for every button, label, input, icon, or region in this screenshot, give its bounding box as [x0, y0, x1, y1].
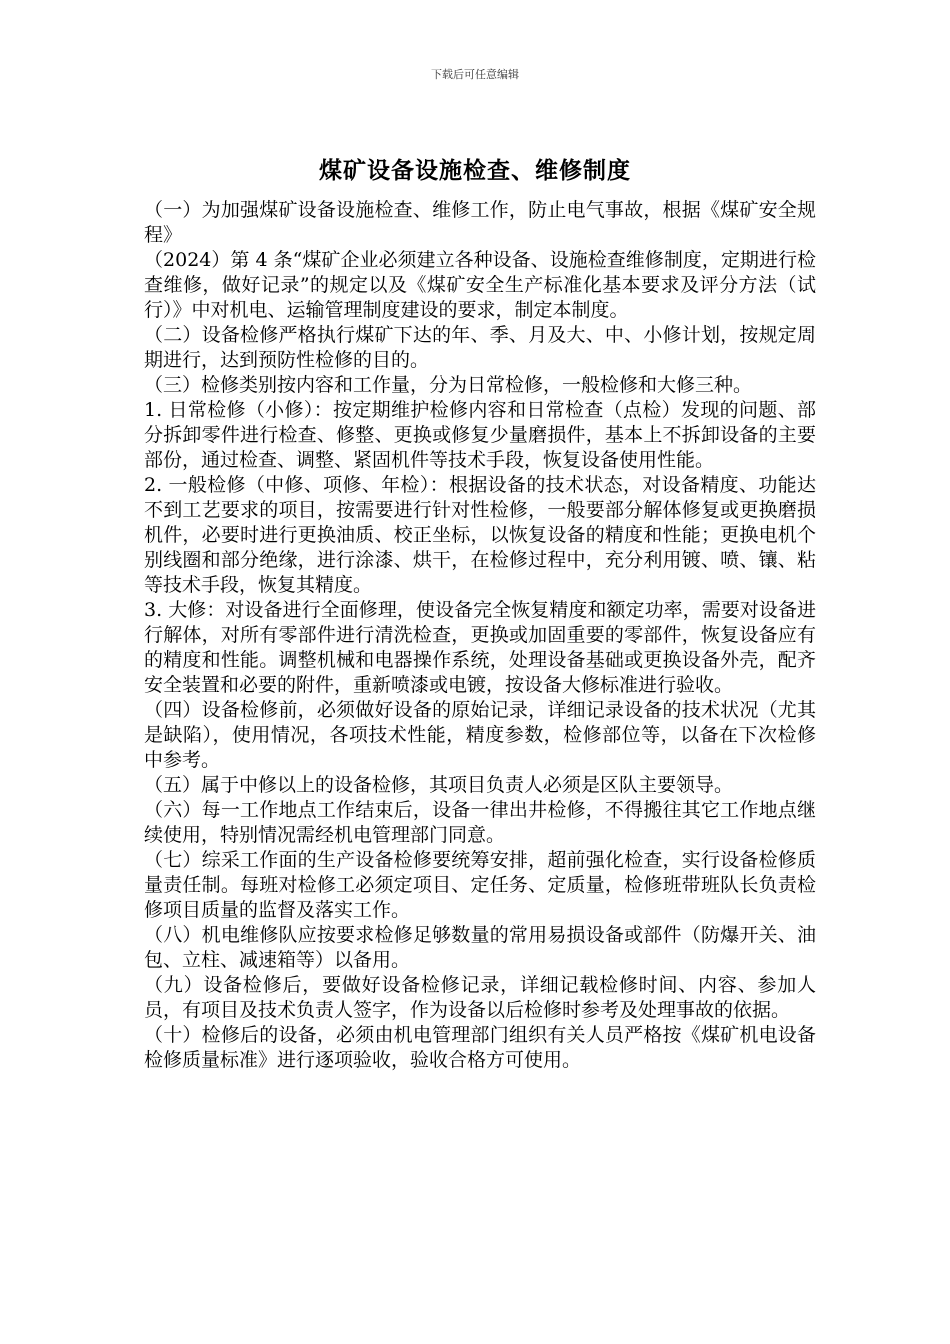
paragraph: 3. 大修：对设备进行全面修理，使设备完全恢复精度和额定功率，需要对设备进行解体，对所有零部件进行清洗检查，更换或加固重要的零部件，恢复设备应有的精度和性能。调整机械和电器操作系统，处理设备基础或更换设备外壳，配齐安全装置和必要的附件，重新喷漆或电镀，按设备大修标准进行验收。 — [144, 599, 816, 696]
paragraph: （五）属于中修以上的设备检修，其项目负责人必须是区队主要领导。 — [144, 774, 734, 796]
paragraph: 1. 日常检修（小修）：按定期维护检修内容和日常检查（点检）发现的问题、部分拆卸零件进行检查、修整、更换或修复少量磨损件，基本上不拆卸设备的主要部份，通过检查、调整、紧固机件等技术手段，恢复设备使用性能。 — [144, 399, 816, 471]
paragraph: （八）机电维修队应按要求检修足够数量的常用易损设备或部件（防爆开关、油包、立柱、减速箱等）以备用。 — [144, 924, 816, 971]
document-title: 煤矿设备设施检查、维修制度 — [319, 158, 631, 184]
paragraph: （四）设备检修前，必须做好设备的原始记录，详细记录设备的技术状况（尤其是缺陷），使用情况，各项技术性能，精度参数，检修部位等，以备在下次检修中参考。 — [144, 699, 816, 771]
paragraph: （七）综采工作面的生产设备检修要统筹安排，超前强化检查，实行设备检修质量责任制。每班对检修工必须定项目、定任务、定质量，检修班带班队长负责检修项目质量的监督及落实工作。 — [144, 849, 816, 921]
paragraph: （六）每一工作地点工作结束后，设备一律出井检修，不得搬往其它工作地点继续使用，特别情况需经机电管理部门同意。 — [144, 799, 816, 846]
header-note: 下载后可任意编辑 — [431, 68, 519, 81]
paragraph: （一）为加强煤矿设备设施检查、维修工作，防止电气事故，根据《煤矿安全规程》 — [144, 199, 816, 246]
paragraph: 2. 一般检修（中修、项修、年检）：根据设备的技术状态，对设备精度、功能达不到工艺要求的项目，按需要进行针对性检修，一般要部分解体修复或更换磨损机件，必要时进行更换油质、校正坐标，以恢复设备的精度和性能；更换电机个别线圈和部分绝缘，进行涂漆、烘干，在检修过程中，充分利用镀、喷、镶、粘等技术手段，恢复其精度。 — [144, 474, 816, 596]
paragraph: （三）检修类别按内容和工作量，分为日常检修，一般检修和大修三种。 — [144, 374, 753, 396]
paragraph: （2024）第 4 条“煤矿企业必须建立各种设备、设施检查维修制度，定期进行检查维修，做好记录”的规定以及《煤矿安全生产标准化基本要求及评分方法（试行）》中对机电、运输管理制度建设的要求，制定本制度。 — [144, 249, 816, 321]
paragraph: （九）设备检修后，要做好设备检修记录，详细记载检修时间、内容、参加人员，有项目及技术负责人签字，作为设备以后检修时参考及处理事故的依据。 — [144, 974, 816, 1021]
document-body — [144, 198, 816, 1073]
paragraph: （二）设备检修严格执行煤矿下达的年、季、月及大、中、小修计划，按规定周期进行，达到预防性检修的目的。 — [144, 324, 816, 371]
paragraph: （十）检修后的设备，必须由机电管理部门组织有关人员严格按《煤矿机电设备检修质量标准》进行逐项验收，验收合格方可使用。 — [144, 1024, 816, 1071]
